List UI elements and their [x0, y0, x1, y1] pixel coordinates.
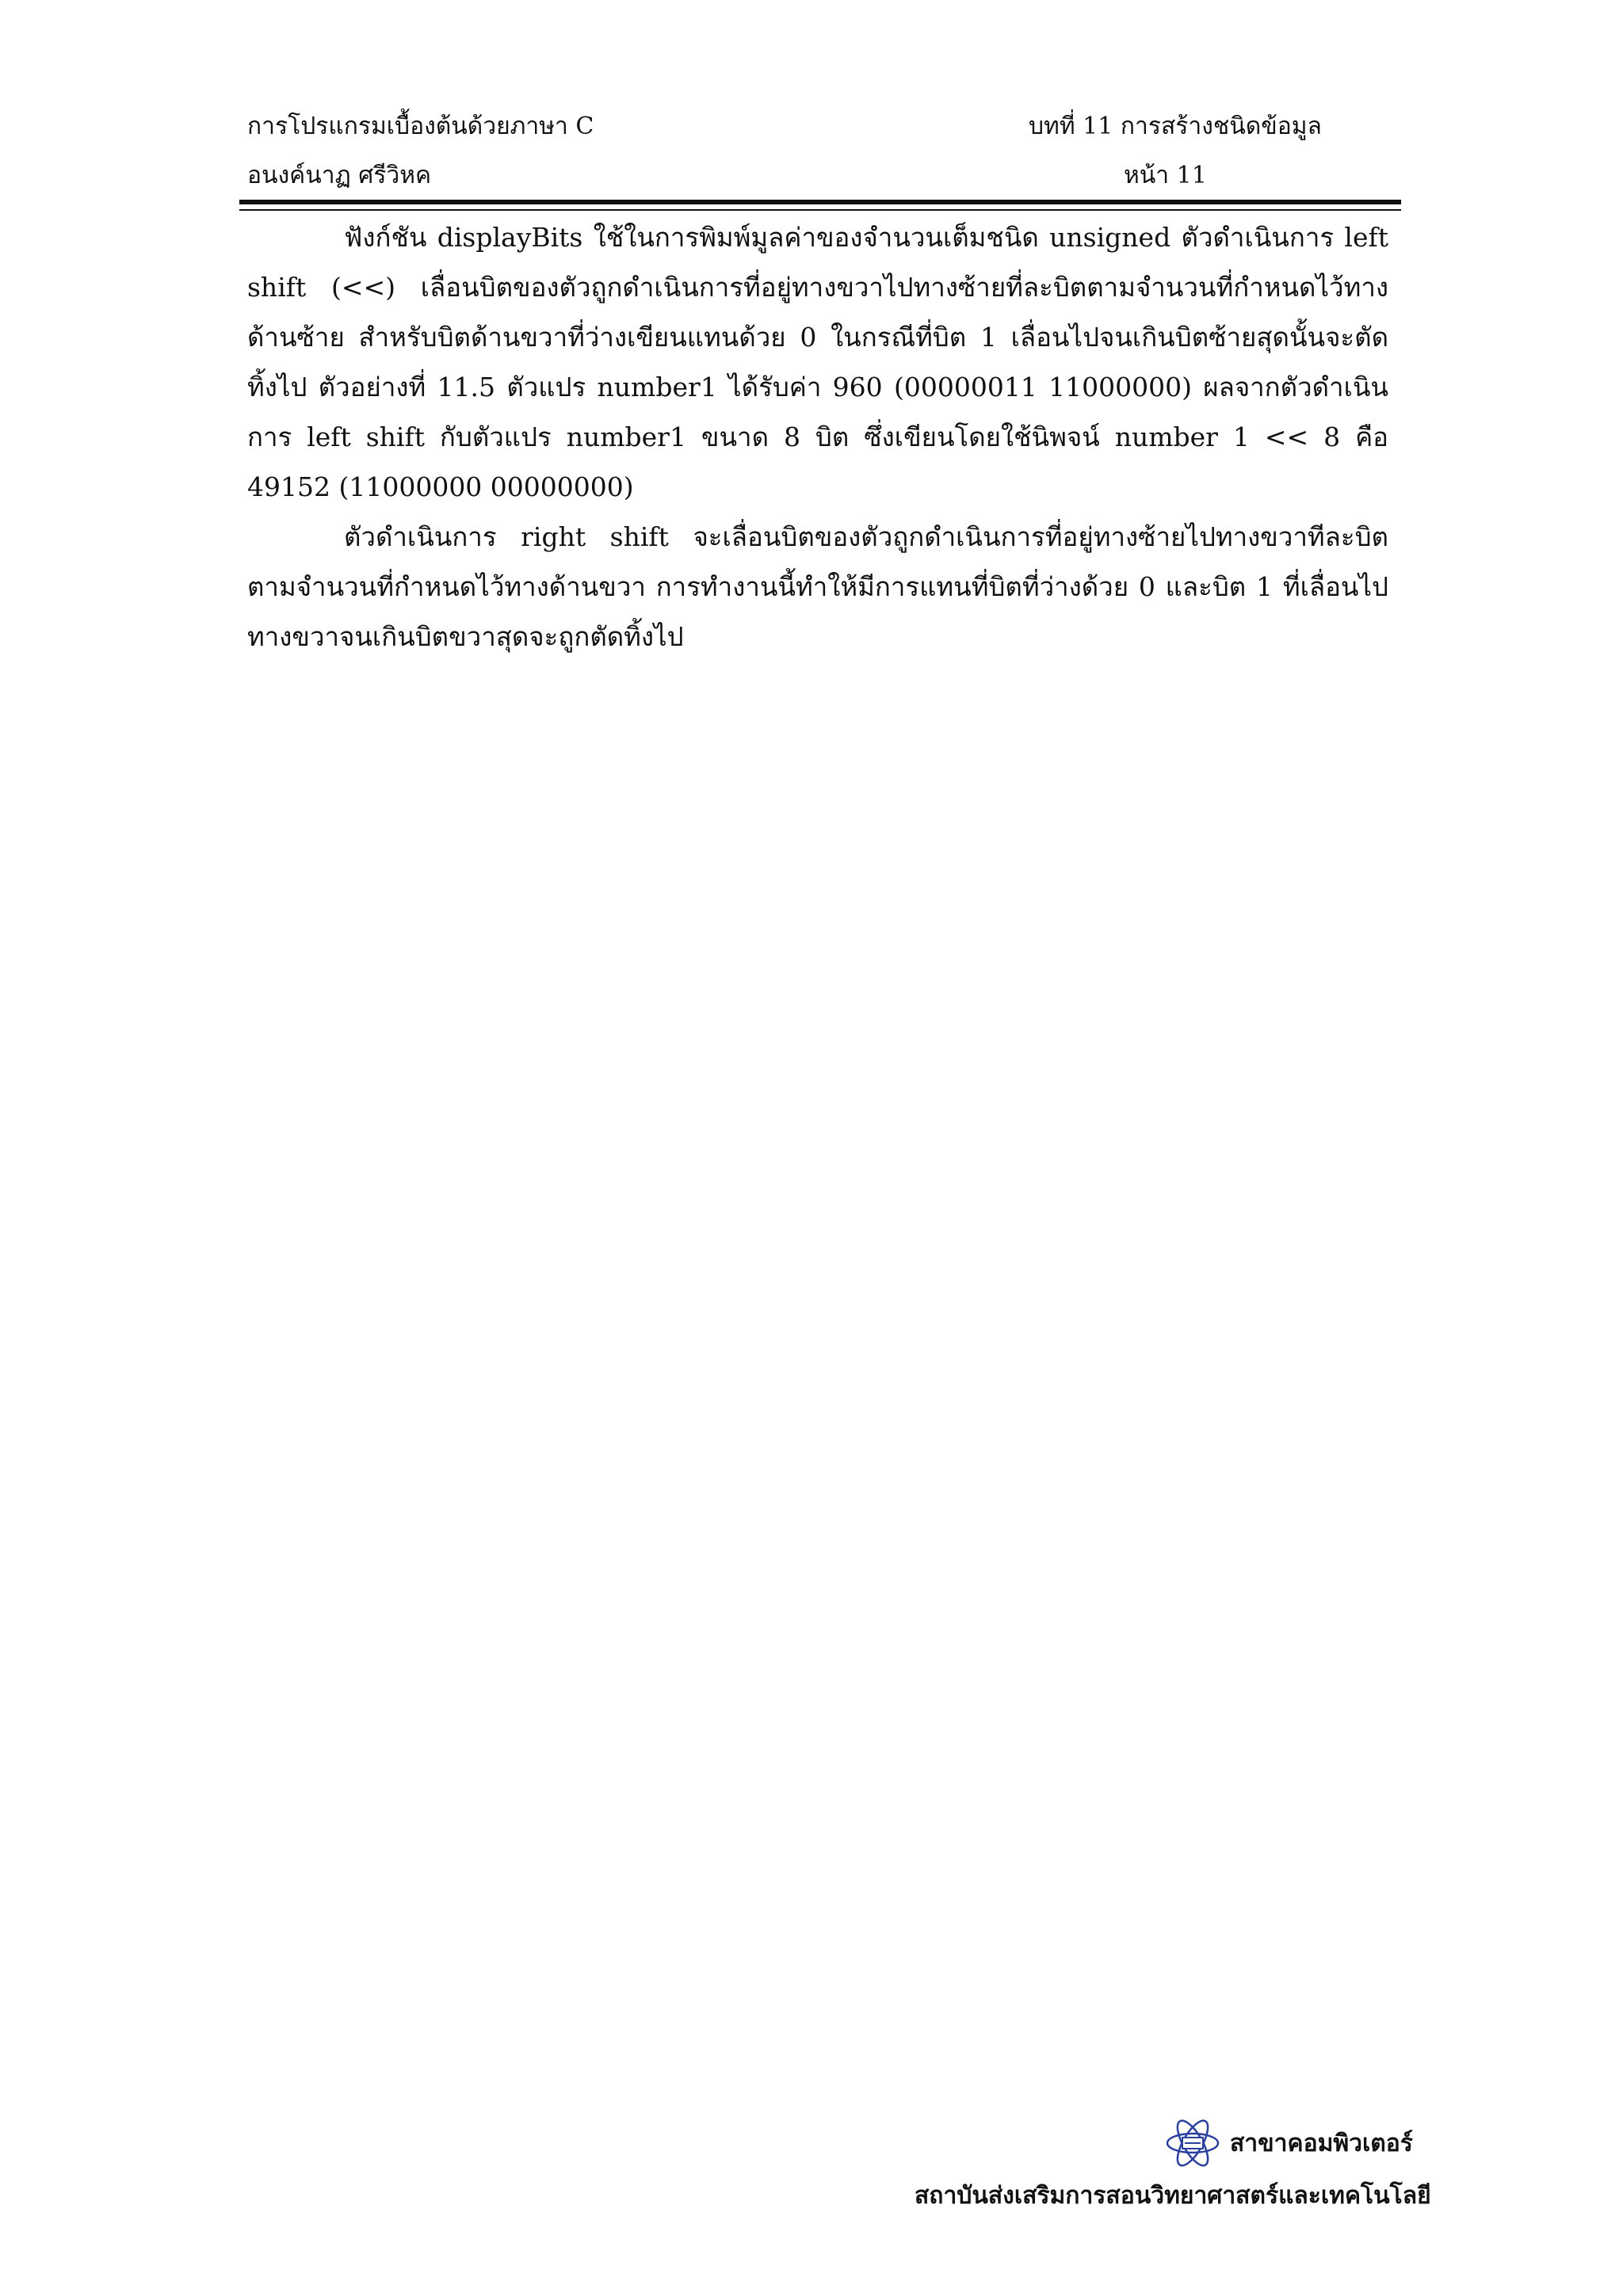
- paragraph-left-shift: ฟังก์ชัน displayBits ใช้ในการพิมพ์มูลค่าของจำนวนเต็มชนิด unsigned ตัวดำเนินการ left shift (<<) เลื่อนบิตของตัวถูกดำเนินการที่อยู่ทางขวาไปทางซ้ายที่ละบิตตามจำนวนที่กำหนดไว้ทางด้านซ้าย สำหรับบิตด้านขวาที่ว่างเขียนแทนด้วย 0 ในกรณีที่บิต 1 เลื่อนไปจนเกินบิตซ้ายสุดนั้นจะตัดทิ้งไป ตัวอย่างที่ 11.5 ตัวแปร number1 ได้รับค่า 960 (00000011 11000000) ผลจากตัวดำเนินการ left shift กับตัวแปร number1 ขนาด 8 บิต ซึ่งเขียนโดยใช้นิพจน์ number 1 << 8 คือ 49152 (11000000 00000000): [247, 222, 1388, 502]
- main-content: [247, 212, 1388, 662]
- header-rule-thin: [239, 209, 1401, 211]
- department-name: สาขาคอมพิวเตอร์: [1230, 2130, 1413, 2157]
- footer-logo-row: [1165, 2114, 1413, 2172]
- page-number: หน้า 11: [1124, 162, 1207, 189]
- header-rule-thick: [239, 200, 1401, 204]
- institute-logo-icon: [1165, 2114, 1220, 2172]
- institute-name: สถาบันส่งเสริมการสอนวิทยาศาสตร์และเทคโนโลยี: [915, 2182, 1431, 2210]
- chapter-title: บทที่ 11 การสร้างชนิดข้อมูล: [1029, 113, 1322, 140]
- paragraph-right-shift: ตัวดำเนินการ right shift จะเลื่อนบิตของตัวถูกดำเนินการที่อยู่ทางซ้ายไปทางขวาทีละบิตตามจำนวนที่กำหนดไว้ทางด้านขวา การทำงานนี้ทำให้มีการแทนที่บิตที่ว่างด้วย 0 และบิต 1 ที่เลื่อนไปทางขวาจนเกินบิตขวาสุดจะถูกตัดทิ้งไป: [247, 521, 1388, 652]
- author-name: อนงค์นาฏ ศรีวิหค: [247, 162, 432, 189]
- course-title: การโปรแกรมเบื้องต้นด้วยภาษา C: [247, 113, 594, 140]
